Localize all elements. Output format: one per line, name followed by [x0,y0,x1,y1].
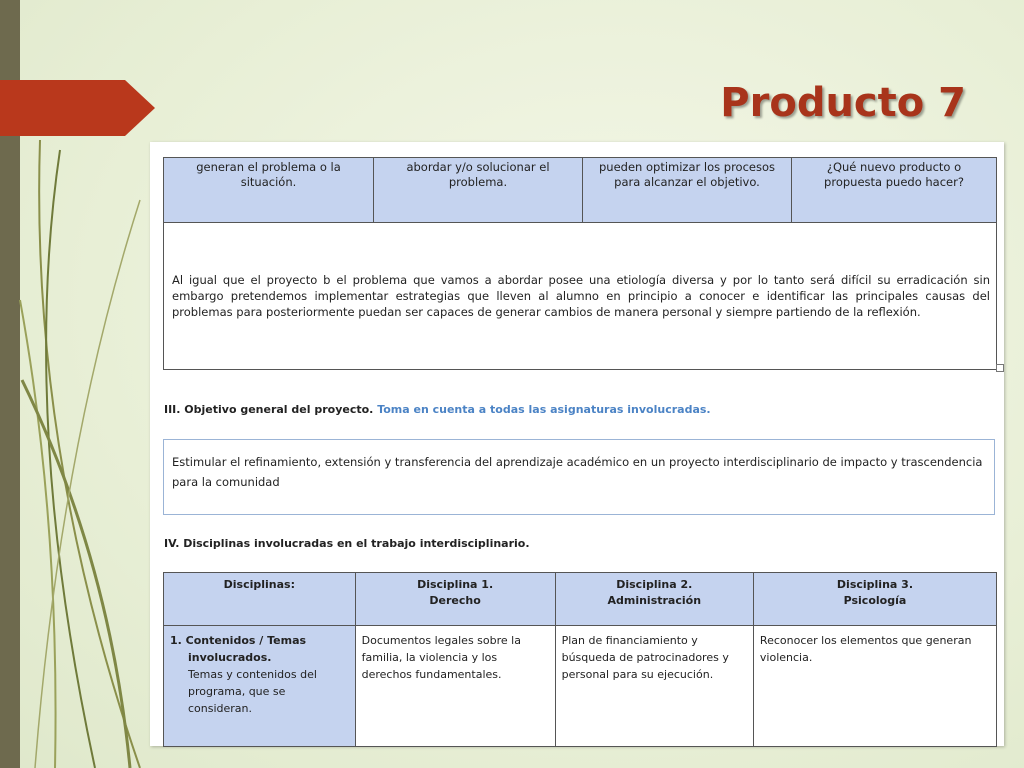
discipline-number: Disciplina 2. [616,578,693,591]
row-label-title: 1. Contenidos / Temas [170,634,307,647]
discipline-name: Psicología [843,594,907,607]
row-label-description: Temas y contenidos del programa, que se consideran. [188,668,317,715]
header-label: Disciplinas: [223,578,295,591]
table-row [164,626,997,747]
disciplines-table [163,572,997,747]
section-3-title: III. Objetivo general del proyecto. [164,403,374,416]
table-cell: Documentos legales sobre la familia, la violencia y los derechos fundamentales. [355,626,555,747]
table-resize-handle [996,364,1004,372]
header-cell: pueden optimizar los procesos para alcanzar el objetivo. [583,158,792,223]
header-cell-discipline-1 [355,573,555,626]
discipline-number: Disciplina 3. [836,578,913,591]
row-label-subtitle: involucrados. [188,651,272,664]
problem-table [163,157,997,370]
section-3-hint: Toma en cuenta a todas las asignaturas involucradas. [377,403,711,416]
title-arrow-tab [0,80,155,136]
header-cell: abordar y/o solucionar el problema. [374,158,583,223]
document-image [150,142,1004,746]
section-3-heading [164,403,711,416]
table-cell: Plan de financiamiento y búsqueda de patrocinadores y personal para su ejecución. [555,626,753,747]
discipline-name: Derecho [429,594,481,607]
header-cell-disciplines [164,573,356,626]
slide-title: Producto 7 [720,80,966,126]
header-cell-discipline-3 [753,573,996,626]
table-row [164,223,997,370]
header-cell-discipline-2 [555,573,753,626]
objective-box: Estimular el refinamiento, extensión y transferencia del aprendizaje académico en un proyecto interdisciplinario de impacto y trascendencia para la comunidad [163,439,995,515]
header-cell: generan el problema o la situación. [164,158,374,223]
table-cell: Reconocer los elementos que generan violencia. [753,626,996,747]
header-cell: ¿Qué nuevo producto o propuesta puedo hacer? [792,158,997,223]
table-header-row [164,158,997,223]
discipline-number: Disciplina 1. [417,578,494,591]
table-header-row [164,573,997,626]
row-label-cell [164,626,356,747]
problem-description: Al igual que el proyecto b el problema que vamos a abordar posee una etiología diversa y por lo tanto será difícil su erradicación sin embargo pretendemos implementar estrategias que lleven al alumno en principio a conocer e identificar las principales causas del problemas para posteriormente puedan ser capaces de generar cambios de manera personal y siempre partiendo de la reflexión. [164,223,997,370]
section-4-heading: IV. Disciplinas involucradas en el trabajo interdisciplinario. [164,537,530,550]
discipline-name: Administración [607,594,702,607]
